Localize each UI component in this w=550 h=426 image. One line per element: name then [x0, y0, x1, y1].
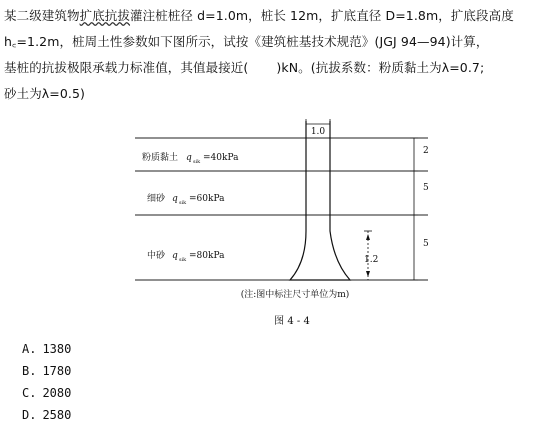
question-line-1b: 灌注桩桩径 d=1.0m，桩长 12m，扩底直径 D=1.8m，扩底段高度 [130, 8, 514, 23]
layer-1-param-symbol: q [186, 153, 192, 163]
question-line-2: h꜀=1.2m，桩周土性参数如下图所示，试按《建筑桩基技术规范》(JGJ 94—94)计算， [4, 34, 489, 49]
layer-2-thickness: 5 [423, 183, 429, 193]
question-line-1a: 某二级建筑物 [4, 8, 80, 23]
pile-outline [290, 121, 350, 280]
layer-1-param-value: =40kPa [203, 153, 239, 163]
layer-2-param-symbol: q [172, 194, 178, 204]
option-d[interactable] [22, 404, 77, 426]
layer-3-param-subscript: sik [179, 257, 187, 263]
diameter-label: 1.0 [310, 127, 326, 137]
question-line-3a: 基桩的抗拔极限承载力标准值，其值最接近( [4, 60, 249, 75]
bell-height-arrow-top [366, 234, 370, 240]
layer-3-thickness: 5 [423, 239, 429, 249]
option-a-value: 1380 [42, 342, 72, 356]
bell-height-label: 1.2 [364, 255, 379, 265]
option-c-value: 2080 [42, 386, 72, 400]
layer-3-param-symbol: q [172, 251, 178, 261]
question-line-3b: )kN。(抗拔系数：粉质黏土为λ=0.7; [276, 60, 485, 75]
layer-2-param-subscript: sik [179, 200, 187, 206]
layer-1-thickness: 2 [423, 146, 429, 156]
layer-2-name: 细砂 [147, 194, 166, 204]
option-c-letter: C. [22, 386, 37, 400]
option-d-value: 2580 [42, 408, 72, 422]
layer-3-label [147, 249, 225, 263]
option-a[interactable] [22, 338, 77, 360]
option-b-value: 1780 [42, 364, 72, 378]
layer-2-param-value: =60kPa [189, 194, 225, 204]
layer-2-label [147, 192, 225, 206]
option-d-letter: D. [22, 408, 37, 422]
layer-3-name: 中砂 [147, 251, 166, 261]
option-a-letter: A. [22, 342, 37, 356]
layer-1-name: 粉质黏土 [142, 153, 179, 163]
answer-options [22, 338, 77, 426]
question-line-4: 砂土为λ=0.5) [4, 86, 86, 101]
option-c[interactable] [22, 382, 77, 404]
question-underlined-term: 扩底抗拔 [79, 8, 131, 23]
layer-3-param-value: =80kPa [189, 251, 225, 261]
bell-height-arrow-bottom [366, 271, 370, 277]
figure-caption: 图 4 - 4 [274, 316, 310, 327]
option-b-letter: B. [22, 364, 37, 378]
option-b[interactable] [22, 360, 77, 382]
layer-1-label [142, 151, 239, 165]
layer-1-param-subscript: sik [193, 159, 201, 165]
figure-note: (注:图中标注尺寸单位为m) [240, 290, 350, 300]
